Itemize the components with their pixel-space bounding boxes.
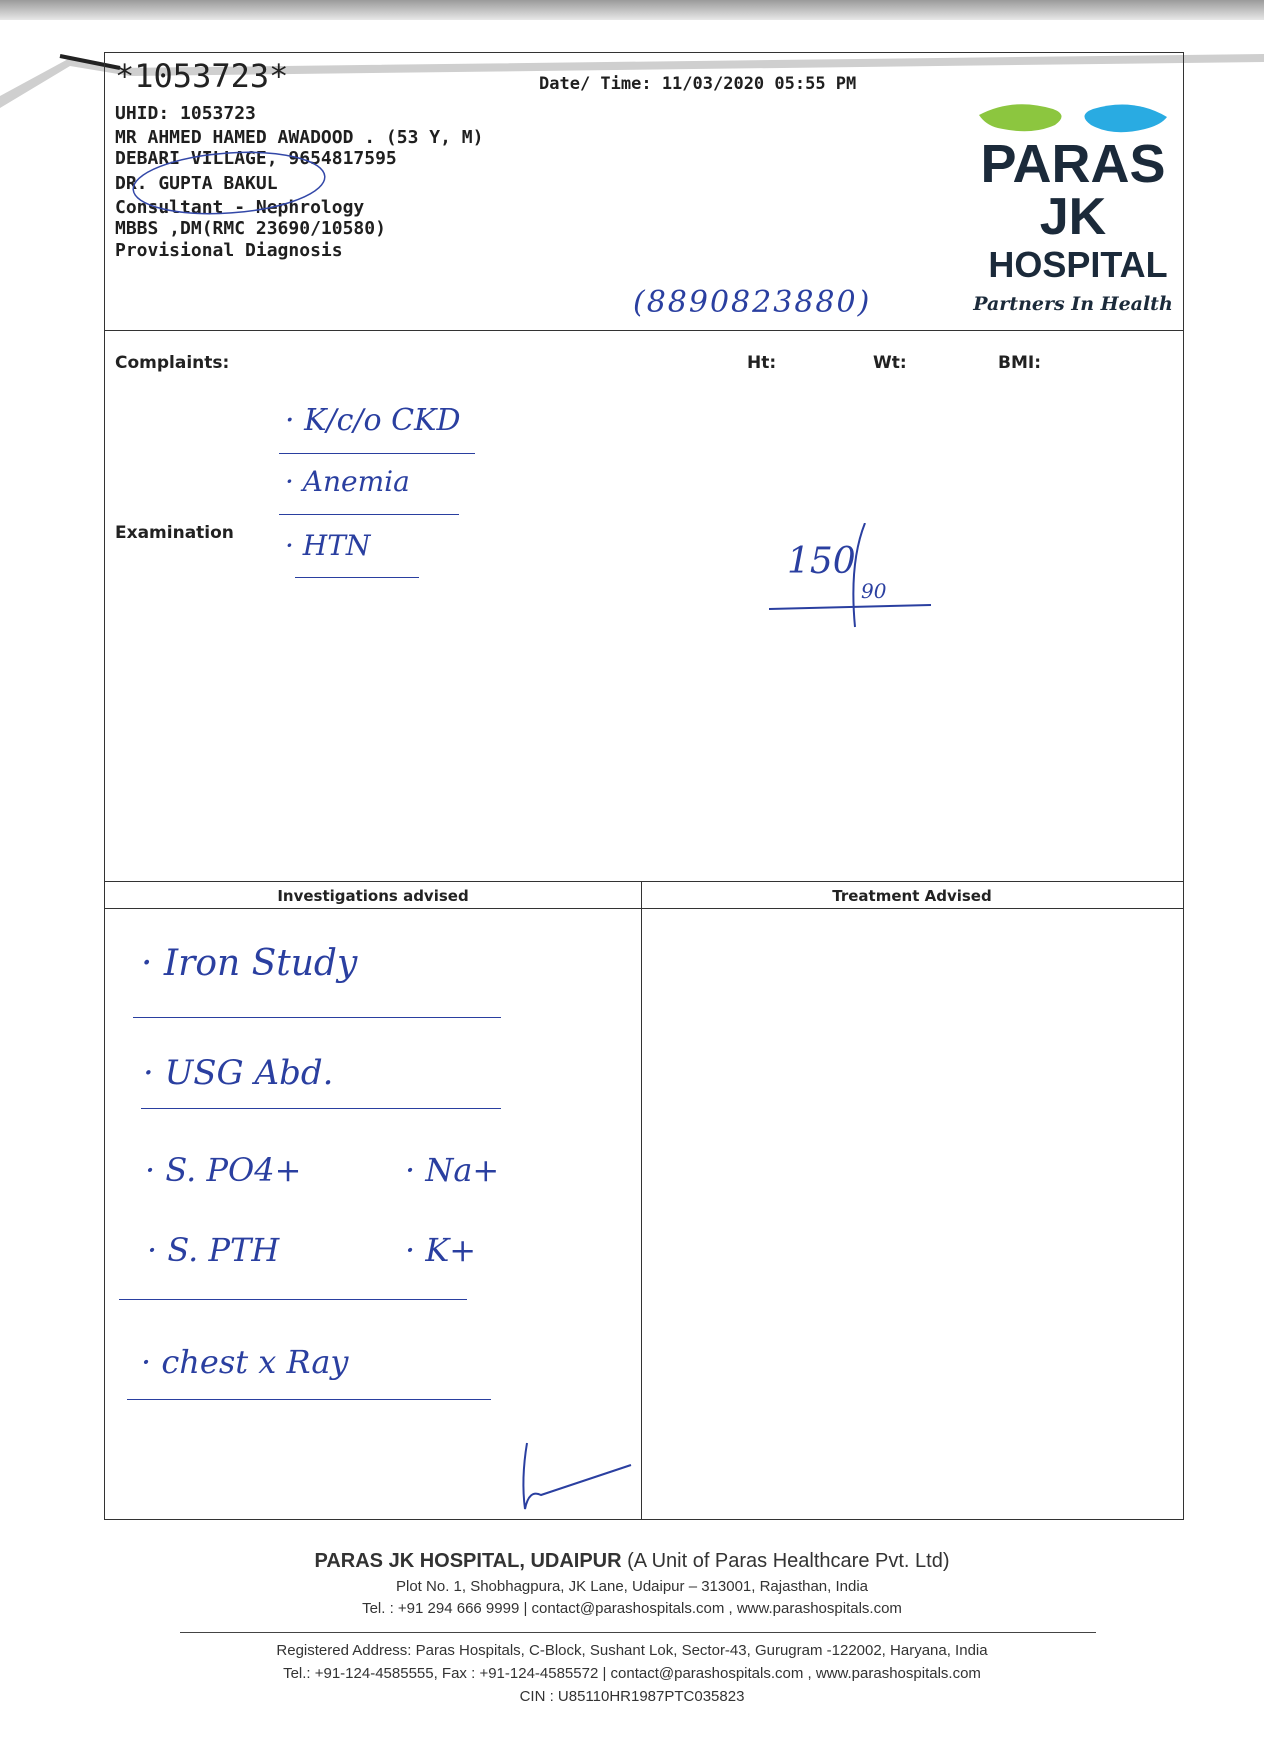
prescription-form	[104, 52, 1184, 1520]
barcode-text: *1053723*	[115, 57, 289, 95]
header-divider	[105, 330, 1183, 331]
footer-address: Plot No. 1, Shobhagpura, JK Lane, Udaipur – 313001, Rajasthan, India	[396, 1578, 868, 1595]
uhid: UHID: 1053723	[115, 103, 256, 124]
patient-name: MR AHMED HAMED AWADOOD . (53 Y, M)	[115, 127, 484, 148]
treatment-label: Treatment Advised	[832, 887, 992, 905]
footer-registered-address: Registered Address: Paras Hospitals, C-Block, Sushant Lok, Sector-43, Gurugram -122002, Haryana, India	[276, 1642, 988, 1659]
footer-divider	[180, 1632, 1096, 1633]
footer-hospital-unit: (A Unit of Paras Healthcare Pvt. Ltd)	[621, 1550, 950, 1572]
logo-line-jk: JK	[1039, 188, 1107, 246]
patient-address: DEBARI VILLAGE, 9654817595	[115, 148, 397, 169]
doctor-name: DR. GUPTA BAKUL	[115, 173, 278, 194]
doctor-qualification: MBBS ,DM(RMC 23690/10580)	[115, 218, 386, 239]
bp-systolic: 150	[787, 541, 856, 582]
bp-diastolic: 90	[861, 579, 887, 603]
complaint-anemia: · Anemia	[285, 465, 410, 498]
investigation-item: · S. PO4+	[145, 1151, 302, 1189]
weight-label: Wt:	[873, 353, 907, 373]
underline	[127, 1399, 491, 1400]
logo-tagline: Partners In Health	[973, 293, 1173, 315]
underline	[133, 1017, 501, 1018]
footer-hospital-line	[0, 1550, 1264, 1573]
provisional-diagnosis-label: Provisional Diagnosis	[115, 240, 343, 261]
investigation-item: · Iron Study	[141, 943, 358, 984]
examination-label: Examination	[115, 523, 234, 543]
investigation-item: · chest x Ray	[141, 1343, 349, 1381]
footer-contact: Tel. : +91 294 666 9999 | contact@parashospitals.com , www.parashospitals.com	[362, 1600, 902, 1617]
complaints-label: Complaints:	[115, 353, 230, 373]
complaint-htn: · HTN	[285, 529, 371, 562]
underline	[119, 1299, 467, 1300]
doctor-signature	[501, 1439, 641, 1519]
logo-line-hospital: HOSPITAL	[988, 244, 1168, 285]
investigations-label: Investigations advised	[277, 887, 469, 905]
handwritten-phone: (8890823880)	[633, 285, 872, 320]
logo-line-paras: PARAS	[980, 134, 1166, 194]
underline	[279, 514, 459, 515]
investigation-item: · K+	[405, 1231, 477, 1269]
column-divider	[641, 881, 642, 1519]
footer-hospital-name: PARAS JK HOSPITAL, UDAIPUR	[314, 1550, 622, 1572]
investigation-item: · S. PTH	[147, 1231, 280, 1269]
section-divider-top	[105, 881, 1183, 882]
underline	[295, 577, 419, 578]
height-label: Ht:	[747, 353, 777, 373]
footer-registered-contact: Tel.: +91-124-4585555, Fax : +91-124-4585572 | contact@parashospitals.com , www.parashospitals.com	[283, 1665, 981, 1682]
underline	[141, 1108, 501, 1109]
complaint-ckd: · K/c/o CKD	[285, 403, 461, 438]
investigation-item: · USG Abd.	[143, 1053, 334, 1093]
bmi-label: BMI:	[998, 353, 1041, 373]
doctor-specialty: Consultant - Nephrology	[115, 197, 365, 218]
date-time: Date/ Time: 11/03/2020 05:55 PM	[539, 74, 857, 94]
bp-fraction-strokes	[765, 523, 945, 633]
section-divider-bottom	[105, 908, 1183, 909]
investigation-item: · Na+	[405, 1151, 500, 1189]
scan-top-shadow	[0, 0, 1264, 20]
handwritten-oval	[125, 145, 345, 225]
underline	[279, 453, 475, 454]
footer-cin: CIN : U85110HR1987PTC035823	[519, 1688, 745, 1705]
